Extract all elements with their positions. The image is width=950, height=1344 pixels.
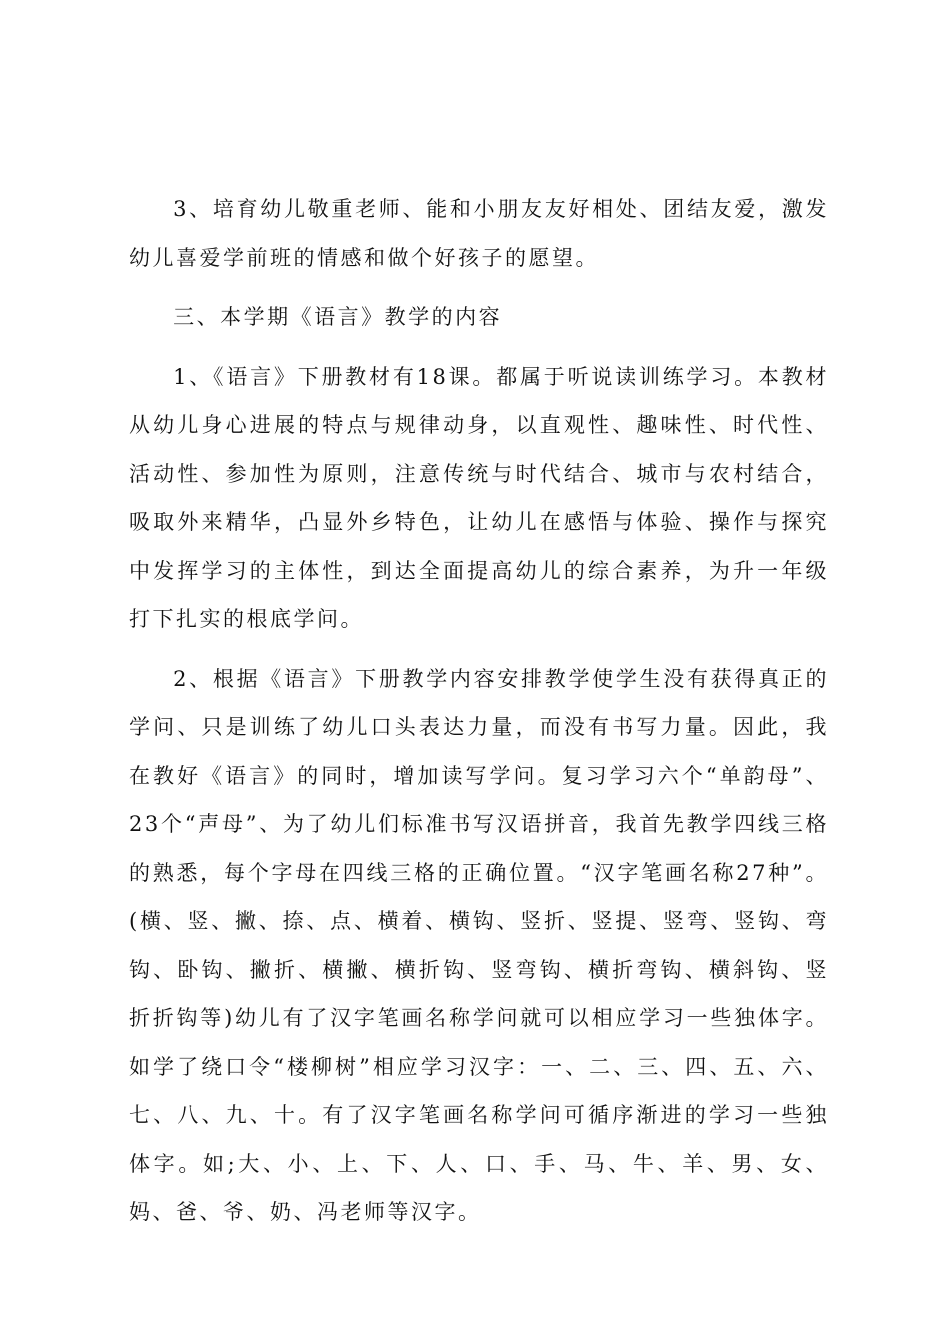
paragraph-content-2: 2、根据《语言》下册教学内容安排教学使学生没有获得真正的学问、只是训练了幼儿口头表达力量，而没有书写力量。因此，我在教好《语言》的同时，增加读写学问。复习学习六个“单韵母”、23个“声母”、为了幼儿们标准书写汉语拼音，我首先教学四线三格的熟悉，每个字母在四线三格的正确位置。“汉字笔画名称27种”。(横、竖、撇、捺、点、横着、横钩、竖折、竖提、竖弯、竖钩、弯钩、卧钩、撇折、横撇、横折钩、竖弯钩、横折弯钩、横斜钩、竖折折钩等)幼儿有了汉字笔画名称学问就可以相应学习一些独体字。如学了绕口令“楼柳树”相应学习汉字：一、二、三、四、五、六、七、八、九、十。有了汉字笔画名称学问可循序渐进的学习一些独体字。如;大、小、上、下、人、口、手、马、牛、羊、男、女、妈、爸、爷、奶、冯老师等汉字。 <box>129 666 829 1224</box>
paragraph-goal-3: 3、培育幼儿敬重老师、能和小朋友友好相处、团结友爱，激发幼儿喜爱学前班的情感和做个好孩子的愿望。 <box>129 197 829 270</box>
paragraph-content-1: 1、《语言》下册教材有18课。都属于听说读训练学习。本教材从幼儿身心进展的特点与规律动身，以直观性、趣味性、时代性、活动性、参加性为原则，注意传统与时代结合、城市与农村结合，吸取外来精华，凸显外乡特色，让幼儿在感悟与体验、操作与探究中发挥学习的主体性，到达全面提高幼儿的综合素养，为升一年级打下扎实的根底学问。 <box>129 364 829 631</box>
section-heading-teaching-content: 三、本学期《语言》教学的内容 <box>173 305 503 329</box>
document-body <box>129 185 829 1248</box>
